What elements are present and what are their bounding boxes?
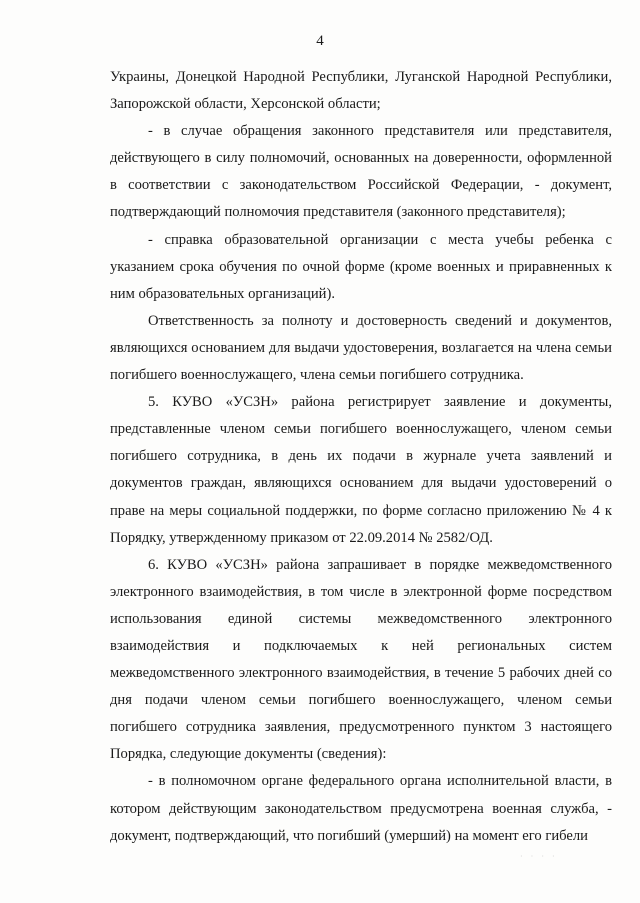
paragraph-item-5: 5. КУВО «УСЗН» района регистрирует заявление и документы, представленные членом семьи погибшего военнослужащего, членом семьи погибшего сотрудника, в день их подачи в журнале учета заявлений и документов граждан, являющихся основанием для выдачи удостоверений о праве на меры социальной поддержки, по форме согласно приложению № 4 к Порядку, утвержденному приказом от 22.09.2014 № 2582/ОД.: [110, 394, 612, 546]
paragraph-school-certificate: - справка образовательной организации с места учебы ребенка с указанием срока обучения по очной форме (кроме военных и приравненных к ним образовательных организаций).: [110, 231, 612, 302]
paragraph-item-6: 6. КУВО «УСЗН» района запрашивает в порядке межведомственного электронного взаимодействия, в том числе в электронной форме посредством использования единой системы межведомственного электронного взаимодействия и подключаемых к ней региональных систем межведомственного электронного взаимодействия, в течение 5 рабочих дней со дня подачи членом семьи погибшего военнослужащего, членом семьи погибшего сотрудника заявления, предусмотренного пунктом 3 настоящего Порядка, следующие документы (сведения):: [110, 556, 612, 763]
paragraph-representative-document: - в случае обращения законного представителя или представителя, действующего в силу полномочий, основанных на доверенности, оформленной в соответствии с законодательством Российской Федерации, - документ, подтверждающий полномочия представителя (законного представителя);: [110, 123, 612, 221]
document-body: [110, 64, 612, 850]
paragraph-responsibility: Ответственность за полноту и достоверность сведений и документов, являющихся основанием для выдачи удостоверения, возлагается на члена семьи погибшего военнослужащего, члена семьи погибшего сотрудника.: [110, 312, 612, 384]
paragraph-federal-authority: - в полномочном органе федерального органа исполнительной власти, в котором действующим законодательством предусмотрена военная служба, - документ, подтверждающий, что погибший (умерший) на момент его гибели: [110, 773, 612, 844]
page-number: 4: [316, 33, 324, 49]
scan-artifact: · · · ·: [520, 852, 558, 861]
paragraph-continuation: Украины, Донецкой Народной Республики, Луганской Народной Республики, Запорожской области, Херсонской области;: [110, 69, 612, 113]
